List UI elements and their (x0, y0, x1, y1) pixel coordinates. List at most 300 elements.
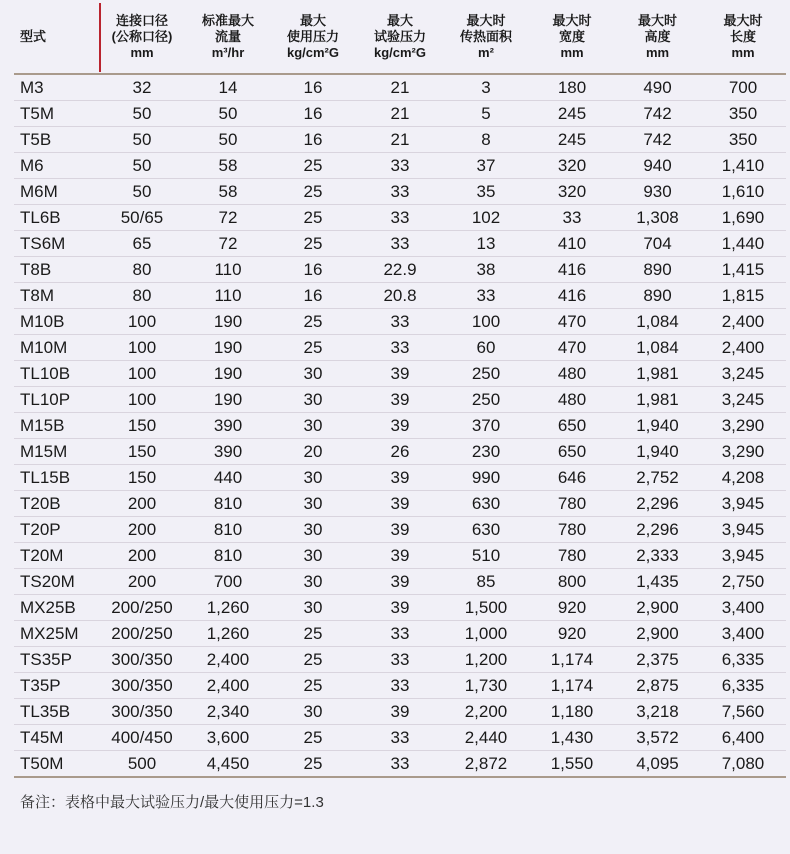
cell-max-length: 1,610 (700, 179, 786, 205)
cell-model: M10M (14, 335, 97, 361)
cell-max-height: 4,095 (615, 751, 700, 778)
table-row (14, 101, 786, 127)
cell-max-test-pressure: 21 (357, 74, 443, 101)
table-row (14, 569, 786, 595)
cell-max-flow: 72 (187, 231, 269, 257)
cell-max-width: 780 (529, 491, 615, 517)
cell-max-test-pressure: 39 (357, 387, 443, 413)
cell-max-flow: 2,340 (187, 699, 269, 725)
cell-model: T20P (14, 517, 97, 543)
cell-max-test-pressure: 39 (357, 569, 443, 595)
header-line: 试验压力 (373, 28, 426, 44)
cell-max-width: 780 (529, 517, 615, 543)
cell-max-working-pressure: 25 (269, 673, 357, 699)
cell-max-flow: 50 (187, 101, 269, 127)
cell-max-length: 7,560 (700, 699, 786, 725)
table-row (14, 543, 786, 569)
cell-max-heat-area: 1,730 (443, 673, 529, 699)
cell-max-height: 2,752 (615, 465, 700, 491)
cell-max-height: 3,218 (615, 699, 700, 725)
cell-max-height: 1,940 (615, 439, 700, 465)
cell-model: T20B (14, 491, 97, 517)
table-row (14, 647, 786, 673)
header-line: 最大 (299, 12, 326, 28)
cell-max-flow: 390 (187, 413, 269, 439)
cell-max-heat-area: 100 (443, 309, 529, 335)
cell-model: MX25M (14, 621, 97, 647)
cell-max-flow: 1,260 (187, 621, 269, 647)
cell-connection-size: 200/250 (97, 621, 187, 647)
cell-max-heat-area: 250 (443, 361, 529, 387)
table-row (14, 74, 786, 101)
header-row (14, 0, 786, 74)
table-row (14, 413, 786, 439)
cell-model: TL6B (14, 205, 97, 231)
table-row (14, 699, 786, 725)
table-row (14, 387, 786, 413)
cell-max-working-pressure: 25 (269, 751, 357, 778)
cell-max-heat-area: 102 (443, 205, 529, 231)
cell-max-length: 6,335 (700, 673, 786, 699)
cell-max-flow: 110 (187, 257, 269, 283)
cell-max-length: 4,208 (700, 465, 786, 491)
cell-connection-size: 150 (97, 439, 187, 465)
cell-max-flow: 440 (187, 465, 269, 491)
cell-max-flow: 810 (187, 543, 269, 569)
cell-max-length: 3,400 (700, 595, 786, 621)
cell-max-working-pressure: 16 (269, 101, 357, 127)
cell-max-width: 650 (529, 413, 615, 439)
cell-max-test-pressure: 39 (357, 361, 443, 387)
cell-max-flow: 3,600 (187, 725, 269, 751)
cell-connection-size: 150 (97, 413, 187, 439)
cell-max-height: 1,981 (615, 361, 700, 387)
cell-max-working-pressure: 25 (269, 153, 357, 179)
cell-max-height: 1,308 (615, 205, 700, 231)
cell-max-width: 480 (529, 361, 615, 387)
cell-max-length: 7,080 (700, 751, 786, 778)
cell-max-flow: 190 (187, 361, 269, 387)
cell-max-working-pressure: 30 (269, 413, 357, 439)
cell-max-width: 245 (529, 127, 615, 153)
cell-max-working-pressure: 30 (269, 699, 357, 725)
cell-max-heat-area: 13 (443, 231, 529, 257)
table-row (14, 231, 786, 257)
cell-max-flow: 390 (187, 439, 269, 465)
cell-max-length: 350 (700, 101, 786, 127)
cell-max-length: 1,415 (700, 257, 786, 283)
cell-max-heat-area: 8 (443, 127, 529, 153)
cell-model: TS20M (14, 569, 97, 595)
header-line: 最大时 (552, 12, 592, 28)
cell-connection-size: 300/350 (97, 673, 187, 699)
cell-max-test-pressure: 33 (357, 231, 443, 257)
cell-max-width: 780 (529, 543, 615, 569)
table-row (14, 309, 786, 335)
cell-max-length: 700 (700, 74, 786, 101)
cell-max-working-pressure: 30 (269, 569, 357, 595)
col-header-max-flow (187, 0, 269, 74)
col-header-max-length (700, 0, 786, 74)
cell-max-width: 320 (529, 179, 615, 205)
cell-max-working-pressure: 25 (269, 647, 357, 673)
header-line: m² (478, 44, 494, 60)
cell-model: T5M (14, 101, 97, 127)
cell-max-length: 1,410 (700, 153, 786, 179)
cell-max-test-pressure: 39 (357, 491, 443, 517)
cell-max-working-pressure: 20 (269, 439, 357, 465)
table-row (14, 465, 786, 491)
cell-connection-size: 500 (97, 751, 187, 778)
header-line: 流量 (214, 28, 241, 44)
cell-max-heat-area: 38 (443, 257, 529, 283)
cell-max-test-pressure: 33 (357, 153, 443, 179)
cell-max-flow: 14 (187, 74, 269, 101)
cell-max-length: 2,400 (700, 309, 786, 335)
cell-max-height: 2,900 (615, 621, 700, 647)
cell-max-length: 3,945 (700, 517, 786, 543)
cell-max-test-pressure: 26 (357, 439, 443, 465)
cell-max-width: 470 (529, 309, 615, 335)
cell-connection-size: 200 (97, 569, 187, 595)
col-header-max-test-pressure (357, 0, 443, 74)
cell-max-length: 6,400 (700, 725, 786, 751)
cell-max-height: 2,375 (615, 647, 700, 673)
header-line: mm (130, 44, 154, 60)
cell-max-flow: 190 (187, 387, 269, 413)
cell-model: M15M (14, 439, 97, 465)
cell-max-heat-area: 1,000 (443, 621, 529, 647)
cell-max-width: 920 (529, 595, 615, 621)
cell-max-working-pressure: 16 (269, 127, 357, 153)
table-row (14, 439, 786, 465)
cell-max-test-pressure: 21 (357, 127, 443, 153)
cell-max-length: 2,400 (700, 335, 786, 361)
header-line: 最大时 (466, 12, 506, 28)
cell-connection-size: 80 (97, 257, 187, 283)
table-row (14, 673, 786, 699)
cell-max-length: 2,750 (700, 569, 786, 595)
cell-connection-size: 200 (97, 543, 187, 569)
cell-max-test-pressure: 21 (357, 101, 443, 127)
cell-connection-size: 300/350 (97, 647, 187, 673)
cell-max-height: 3,572 (615, 725, 700, 751)
header-line: m³/hr (211, 44, 245, 60)
cell-model: M10B (14, 309, 97, 335)
cell-max-length: 3,245 (700, 387, 786, 413)
cell-max-heat-area: 1,500 (443, 595, 529, 621)
cell-max-heat-area: 990 (443, 465, 529, 491)
cell-max-width: 320 (529, 153, 615, 179)
cell-max-height: 704 (615, 231, 700, 257)
cell-max-heat-area: 1,200 (443, 647, 529, 673)
cell-max-working-pressure: 25 (269, 205, 357, 231)
table-row (14, 205, 786, 231)
table-row (14, 283, 786, 309)
cell-max-test-pressure: 39 (357, 543, 443, 569)
cell-max-heat-area: 3 (443, 74, 529, 101)
cell-max-heat-area: 33 (443, 283, 529, 309)
cell-max-test-pressure: 39 (357, 413, 443, 439)
cell-max-working-pressure: 25 (269, 231, 357, 257)
cell-max-test-pressure: 39 (357, 517, 443, 543)
cell-model: M6 (14, 153, 97, 179)
cell-max-height: 2,875 (615, 673, 700, 699)
cell-max-working-pressure: 25 (269, 621, 357, 647)
header-line: 最大时 (637, 12, 677, 28)
cell-max-working-pressure: 30 (269, 543, 357, 569)
cell-max-working-pressure: 30 (269, 387, 357, 413)
cell-max-working-pressure: 25 (269, 725, 357, 751)
cell-connection-size: 50/65 (97, 205, 187, 231)
cell-connection-size: 200 (97, 517, 187, 543)
footnote: 备注：表格中最大试验压力/最大使用压力=1.3 (20, 794, 324, 811)
col-header-max-width (529, 0, 615, 74)
cell-connection-size: 100 (97, 335, 187, 361)
cell-connection-size: 400/450 (97, 725, 187, 751)
cell-max-length: 3,290 (700, 439, 786, 465)
cell-max-length: 1,815 (700, 283, 786, 309)
col-header-max-height (615, 0, 700, 74)
cell-max-heat-area: 35 (443, 179, 529, 205)
header-line: 传热面积 (459, 28, 512, 44)
cell-connection-size: 80 (97, 283, 187, 309)
cell-max-heat-area: 630 (443, 517, 529, 543)
cell-model: M15B (14, 413, 97, 439)
cell-max-working-pressure: 16 (269, 257, 357, 283)
cell-max-height: 940 (615, 153, 700, 179)
cell-model: T20M (14, 543, 97, 569)
cell-max-flow: 2,400 (187, 673, 269, 699)
cell-max-height: 1,981 (615, 387, 700, 413)
table-row (14, 179, 786, 205)
cell-max-width: 1,550 (529, 751, 615, 778)
cell-max-heat-area: 2,440 (443, 725, 529, 751)
cell-max-flow: 700 (187, 569, 269, 595)
cell-max-flow: 1,260 (187, 595, 269, 621)
cell-max-width: 650 (529, 439, 615, 465)
cell-max-height: 742 (615, 101, 700, 127)
header-line: 长度 (729, 28, 756, 44)
cell-max-length: 3,945 (700, 491, 786, 517)
table-row (14, 153, 786, 179)
cell-max-test-pressure: 33 (357, 309, 443, 335)
cell-model: TL15B (14, 465, 97, 491)
cell-connection-size: 200/250 (97, 595, 187, 621)
cell-connection-size: 50 (97, 127, 187, 153)
cell-max-test-pressure: 33 (357, 179, 443, 205)
cell-max-width: 410 (529, 231, 615, 257)
cell-max-flow: 2,400 (187, 647, 269, 673)
cell-max-test-pressure: 33 (357, 751, 443, 778)
cell-max-working-pressure: 30 (269, 465, 357, 491)
header-line: 宽度 (558, 28, 585, 44)
cell-connection-size: 100 (97, 361, 187, 387)
cell-max-heat-area: 370 (443, 413, 529, 439)
cell-max-flow: 190 (187, 309, 269, 335)
table-row (14, 257, 786, 283)
cell-max-length: 3,290 (700, 413, 786, 439)
cell-max-flow: 810 (187, 491, 269, 517)
cell-max-test-pressure: 20.8 (357, 283, 443, 309)
cell-model: MX25B (14, 595, 97, 621)
cell-max-working-pressure: 30 (269, 517, 357, 543)
cell-max-width: 920 (529, 621, 615, 647)
cell-max-working-pressure: 30 (269, 491, 357, 517)
cell-max-test-pressure: 33 (357, 725, 443, 751)
cell-model: TL10P (14, 387, 97, 413)
cell-max-working-pressure: 25 (269, 179, 357, 205)
header-line: kg/cm²G (286, 44, 339, 60)
cell-max-width: 416 (529, 283, 615, 309)
header-line: 最大 (386, 12, 413, 28)
cell-max-heat-area: 2,872 (443, 751, 529, 778)
cell-max-test-pressure: 39 (357, 465, 443, 491)
cell-model: TS35P (14, 647, 97, 673)
cell-max-flow: 810 (187, 517, 269, 543)
cell-max-heat-area: 60 (443, 335, 529, 361)
cell-max-height: 1,084 (615, 309, 700, 335)
cell-max-width: 245 (529, 101, 615, 127)
cell-max-heat-area: 37 (443, 153, 529, 179)
col-header-model (14, 0, 97, 74)
cell-max-test-pressure: 33 (357, 647, 443, 673)
cell-connection-size: 50 (97, 153, 187, 179)
header-line: 最大时 (723, 12, 763, 28)
cell-max-height: 2,900 (615, 595, 700, 621)
cell-max-heat-area: 250 (443, 387, 529, 413)
cell-max-flow: 72 (187, 205, 269, 231)
header-line: 使用压力 (286, 28, 339, 44)
cell-max-height: 490 (615, 74, 700, 101)
header-line: mm (560, 44, 584, 60)
cell-max-height: 742 (615, 127, 700, 153)
cell-max-heat-area: 230 (443, 439, 529, 465)
table-row (14, 595, 786, 621)
cell-max-length: 1,690 (700, 205, 786, 231)
cell-max-flow: 50 (187, 127, 269, 153)
cell-max-length: 3,245 (700, 361, 786, 387)
cell-max-working-pressure: 16 (269, 74, 357, 101)
header-line: mm (645, 44, 670, 60)
cell-connection-size: 150 (97, 465, 187, 491)
header-line: 高度 (644, 28, 671, 44)
cell-connection-size: 100 (97, 387, 187, 413)
cell-max-working-pressure: 16 (269, 283, 357, 309)
cell-model: T35P (14, 673, 97, 699)
cell-max-height: 2,333 (615, 543, 700, 569)
cell-connection-size: 50 (97, 179, 187, 205)
cell-max-height: 1,435 (615, 569, 700, 595)
cell-connection-size: 50 (97, 101, 187, 127)
cell-max-test-pressure: 22.9 (357, 257, 443, 283)
cell-max-width: 1,174 (529, 647, 615, 673)
header-line: kg/cm²G (373, 44, 426, 60)
cell-max-heat-area: 85 (443, 569, 529, 595)
col-header-max-heat-area (443, 0, 529, 74)
cell-model: M3 (14, 74, 97, 101)
cell-max-heat-area: 510 (443, 543, 529, 569)
cell-model: TL35B (14, 699, 97, 725)
cell-max-width: 800 (529, 569, 615, 595)
cell-model: M6M (14, 179, 97, 205)
cell-max-length: 6,335 (700, 647, 786, 673)
cell-max-flow: 4,450 (187, 751, 269, 778)
table-row (14, 621, 786, 647)
table-row (14, 361, 786, 387)
cell-max-test-pressure: 33 (357, 673, 443, 699)
col-header-connection-size (97, 0, 187, 74)
cell-max-width: 1,174 (529, 673, 615, 699)
cell-max-height: 930 (615, 179, 700, 205)
cell-max-heat-area: 2,200 (443, 699, 529, 725)
cell-max-length: 3,400 (700, 621, 786, 647)
cell-max-working-pressure: 25 (269, 309, 357, 335)
cell-model: T50M (14, 751, 97, 778)
cell-max-test-pressure: 39 (357, 699, 443, 725)
cell-connection-size: 100 (97, 309, 187, 335)
cell-max-width: 1,180 (529, 699, 615, 725)
cell-max-height: 1,940 (615, 413, 700, 439)
cell-max-height: 2,296 (615, 517, 700, 543)
header-line: (公称口径) (111, 28, 173, 44)
cell-max-width: 480 (529, 387, 615, 413)
cell-max-working-pressure: 30 (269, 361, 357, 387)
cell-max-test-pressure: 39 (357, 595, 443, 621)
cell-model: T5B (14, 127, 97, 153)
cell-max-width: 1,430 (529, 725, 615, 751)
cell-max-heat-area: 5 (443, 101, 529, 127)
cell-max-height: 890 (615, 283, 700, 309)
spec-table (14, 0, 786, 778)
cell-model: TL10B (14, 361, 97, 387)
table-body (14, 74, 786, 777)
cell-max-working-pressure: 30 (269, 595, 357, 621)
cell-max-flow: 110 (187, 283, 269, 309)
cell-max-flow: 190 (187, 335, 269, 361)
cell-max-test-pressure: 33 (357, 335, 443, 361)
table-row (14, 335, 786, 361)
cell-max-heat-area: 630 (443, 491, 529, 517)
table-row (14, 127, 786, 153)
header-line: 连接口径 (115, 12, 168, 28)
header-line: 型式 (20, 28, 47, 44)
cell-max-width: 33 (529, 205, 615, 231)
table-row (14, 751, 786, 778)
cell-connection-size: 32 (97, 74, 187, 101)
cell-connection-size: 300/350 (97, 699, 187, 725)
cell-max-flow: 58 (187, 153, 269, 179)
cell-max-width: 180 (529, 74, 615, 101)
cell-model: T45M (14, 725, 97, 751)
col-header-max-working-pressure (269, 0, 357, 74)
cell-model: TS6M (14, 231, 97, 257)
cell-max-width: 646 (529, 465, 615, 491)
cell-max-working-pressure: 25 (269, 335, 357, 361)
cell-max-length: 3,945 (700, 543, 786, 569)
cell-max-test-pressure: 33 (357, 621, 443, 647)
cell-model: T8B (14, 257, 97, 283)
cell-max-width: 470 (529, 335, 615, 361)
cell-model: T8M (14, 283, 97, 309)
cell-max-test-pressure: 33 (357, 205, 443, 231)
cell-max-flow: 58 (187, 179, 269, 205)
cell-max-height: 2,296 (615, 491, 700, 517)
table-row (14, 517, 786, 543)
cell-max-length: 350 (700, 127, 786, 153)
table-row (14, 725, 786, 751)
cell-connection-size: 65 (97, 231, 187, 257)
